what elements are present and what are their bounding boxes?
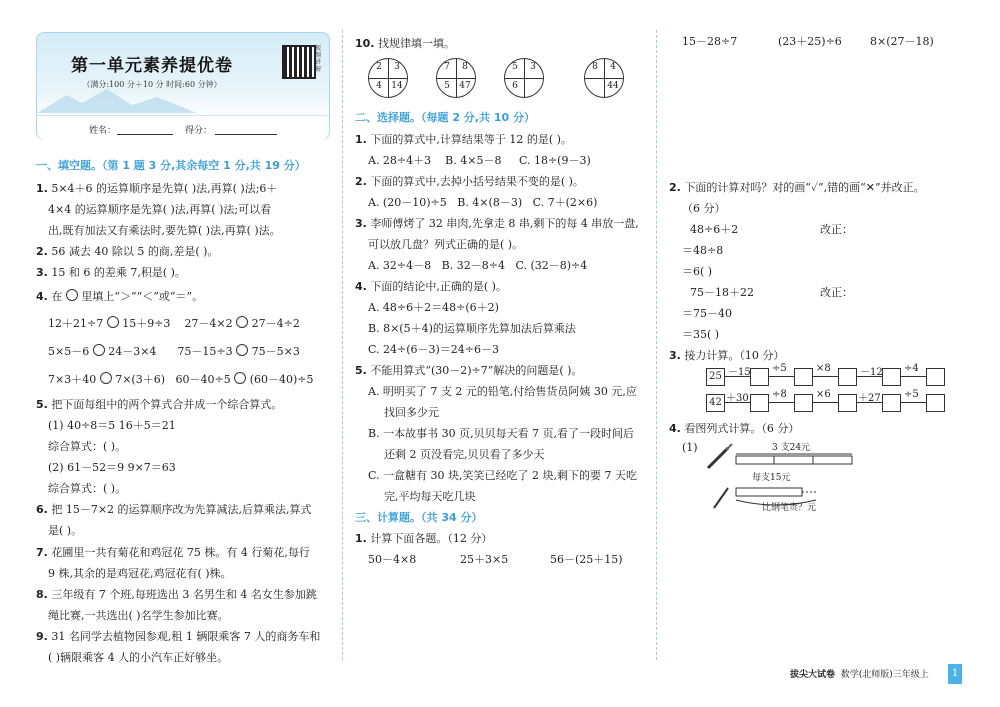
check-calc1-line2: ＝48÷8 [682,244,724,257]
compare-circle[interactable] [93,344,105,356]
compare-circle[interactable] [236,344,248,356]
q4: 4. 在 里填上“＞”“＜”或“＝”。 [36,290,204,303]
header-box [36,32,330,140]
number-wheel[interactable]: 5 3 6 [504,58,544,98]
calc-q1-expr: 56－(25＋15) [550,553,623,566]
number-wheel: 7 8 5 47 [436,58,476,98]
pencil-icon [714,488,728,508]
q4-row2: 5×5－6 24－3×4 75－15÷3 75－5×3 [48,345,300,358]
number-wheel[interactable]: 8 4 44 [584,58,624,98]
calc-q4-sub: (1) [682,441,698,454]
relay-answer-box[interactable] [794,368,813,386]
name-score-bar [37,115,329,140]
mountain-illustration [37,85,197,113]
arrow [813,402,838,403]
qr-code-icon[interactable] [282,45,316,79]
q5-1-answer[interactable]: 综合算式：( )。 [48,440,127,453]
diagram-label-diff: 比钢笔贵？元 [762,503,817,513]
relay-op: ÷5 [904,389,919,400]
arrow [901,376,926,377]
compare-circle[interactable] [100,372,112,384]
choice-q4-a[interactable]: A. 48÷6＋2＝48÷(6＋2) [368,301,499,314]
relay-op: ÷8 [772,389,787,400]
q8-line1: 8. 三年级有 7 个班,每班选出 3 名男生和 4 名女生参加跳 [36,588,317,601]
section-fill-blank-heading: 一、填空题。（第 1 题 3 分,其余每空 1 分,共 19 分） [36,159,306,172]
q3: 3. 15 和 6 的差乘 7,积是( )。 [36,266,186,279]
q8-line2: 绳比赛,一共选出( )名学生参加比赛。 [48,609,229,622]
relay-start-box: 42 [706,394,725,412]
q1-line1: 1. 5×4＋6 的运算顺序是先算( )法,再算( )法;6＋ [36,182,278,195]
choice-q4-c[interactable]: C. 24÷(6－3)＝24÷6－3 [368,343,500,356]
q6-line1: 6. 把 15－7×2 的运算顺序改为先算减法,后算乘法,算式 [36,503,312,516]
choice-q5-c1[interactable]: C. 一盒糖有 30 块,笑笑已经吃了 2 块,剩下的要 7 天吃 [368,469,637,482]
relay-op: －12 [860,367,883,378]
circle-icon [66,289,78,301]
calc-q1: 1. 计算下面各题。（12 分） [355,532,493,545]
check-calc2-line2: ＝75－40 [682,307,732,320]
footer-brand: 拔尖大试卷 [790,670,836,680]
relay-answer-box[interactable] [882,394,901,412]
q9-line2: ( )辆限乘客 4 人的小汽车正好够坐。 [48,651,229,664]
compare-circle[interactable] [236,316,248,328]
relay-op: ÷5 [772,363,787,374]
check-calc2-line3[interactable]: ＝35( ) [682,328,720,341]
choice-q1: 1. 下面的算式中,计算结果等于 12 的是( )。 [355,133,572,146]
relay-answer-box[interactable] [838,368,857,386]
choice-q5: 5. 不能用算式“(30－2)÷7”解决的问题是( )。 [355,364,583,377]
choice-q5-b1[interactable]: B. 一本故事书 30 页,贝贝每天看 7 页,看了一段时间后 [368,427,635,440]
q2: 2. 56 减去 40 除以 5 的商,差是( )。 [36,245,219,258]
check-calc1-line3[interactable]: ＝6( ) [682,265,713,278]
column-divider [342,30,343,660]
q1-line2: 4×4 的运算顺序是先算( )法,再算( )法;可以看 [48,203,272,216]
q5: 5. 把下面每组中的两个算式合并成一个综合算式。 [36,398,283,411]
choice-q5-b2: 还剩 2 页没看完,贝贝看了多少天 [384,448,545,461]
calc-q1-expr: (23＋25)÷6 [778,35,842,48]
q9-line1: 9. 31 名同学去植物园参观,租 1 辆限乘客 7 人的商务车和 [36,630,321,643]
relay-answer-box[interactable] [926,394,945,412]
column-divider [656,30,657,660]
q7-line1: 7. 花圃里一共有菊花和鸡冠花 75 株。有 4 行菊花,每行 [36,546,310,559]
fix-label: 改正： [820,286,853,299]
q4-row3: 7×3＋40 7×(3＋6) 60－40÷5 (60－40)÷5 [48,373,314,386]
arrow [769,402,794,403]
relay-op: －15 [728,367,751,378]
qr-caption: 视频讲解 [315,45,322,73]
compare-circle[interactable] [107,316,119,328]
choice-q4: 4. 下面的结论中,正确的是( )。 [355,280,507,293]
page-title: 第一单元素养提优卷 [71,56,233,76]
relay-answer-box[interactable] [750,368,769,386]
relay-answer-box[interactable] [882,368,901,386]
footer [790,667,929,680]
diagram-label-each: 每支15元 [752,473,791,483]
number-wheel: 2 3 4 14 [368,58,408,98]
diagram-label-total: 3 支24元 [772,443,811,453]
q4-row1: 12＋21÷7 15＋9÷3 27－4×2 27－4÷2 [48,317,300,330]
page-subtitle: （满分:100 分＋10 分 时间:60 分钟） [82,80,222,89]
relay-op: ＋27 [858,393,881,404]
choice-q2: 2. 下面的算式中,去掉小括号结果不变的是( )。 [355,175,584,188]
calc-q1-expr: 15－28÷7 [682,35,738,48]
calc-q2: 2. 下面的计算对吗？对的画“✓”,错的画“✕”并改正。 [669,181,925,194]
choice-q1-options[interactable]: A. 28÷4＋3 B. 4×5－8 C. 18÷(9－3) [368,154,591,167]
score-label: 得分： [185,126,213,136]
calc-q2-points: （6 分） [682,202,726,215]
relay-op: ×8 [816,363,831,374]
choice-q5-c2: 完,平均每天吃几块 [384,490,476,503]
arrow [769,376,794,377]
choice-q2-options[interactable]: A. (20－10)÷5 B. 4×(8－3) C. 7＋(2×6) [368,196,598,209]
choice-q4-b[interactable]: B. 8×(5＋4)的运算顺序先算加法后算乘法 [368,322,576,335]
q5-2: (2) 61－52＝9 9×7＝63 [48,461,176,474]
fix-label: 改正： [820,223,853,236]
q7-line2: 9 株,其余的是鸡冠花,鸡冠花有( )株。 [48,567,232,580]
relay-answer-box[interactable] [794,394,813,412]
name-blank[interactable] [117,134,173,135]
relay-answer-box[interactable] [838,394,857,412]
arrow [813,376,838,377]
score-blank[interactable] [215,134,277,135]
check-calc2-line1: 75－18＋22 [690,286,754,299]
choice-q3-line2: 可以放几盘？列式正确的是( )。 [368,238,524,251]
relay-start-box: 25 [706,368,725,386]
relay-op: ÷4 [904,363,919,374]
footer-subject: 数学(北师版)三年级上 [840,670,929,680]
choice-q3-line1: 3. 李师傅烤了 32 串肉,先拿走 8 串,剩下的每 4 串放一盘, [355,217,639,230]
arrow [901,402,926,403]
calc-q1-expr: 25＋3×5 [460,553,509,566]
calc-q1-expr: 8×(27－18) [870,35,934,48]
choice-q3-options[interactable]: A. 32÷4－8 B. 32－8÷4 C. (32－8)÷4 [368,259,588,272]
calc-q3: 3. 接力计算。（10 分） [669,349,785,362]
compare-circle[interactable] [234,372,246,384]
pen-icon [708,444,732,468]
relay-answer-box[interactable] [926,368,945,386]
calc-q4: 4. 看图列式计算。（6 分） [669,422,800,435]
choice-q5-a1[interactable]: A. 明明买了 7 支 2 元的铅笔,付给售货员阿姨 30 元,应 [368,385,637,398]
calc-q1-expr: 50－4×8 [368,553,417,566]
name-label: 姓名： [89,126,117,136]
relay-op: ＋30 [726,393,749,404]
q5-2-answer[interactable]: 综合算式：( )。 [48,482,127,495]
q5-1: (1) 40÷8＝5 16＋5＝21 [48,419,176,432]
q1-line3: 出,既有加法又有乘法时,要先算( )法,再算( )法。 [48,224,281,237]
section-choice-heading: 二、选择题。（每题 2 分,共 10 分） [355,111,535,124]
q6-line2[interactable]: 是( )。 [48,524,83,537]
page-number: 1 [948,664,962,684]
q10: 10. 找规律填一填。 [355,37,455,50]
section-calc-heading: 三、计算题。（共 34 分） [355,511,483,524]
relay-answer-box[interactable] [750,394,769,412]
relay-op: ×6 [816,389,831,400]
choice-q5-a2: 找回多少元 [384,406,439,419]
check-calc1-line1: 48÷6＋2 [690,223,739,236]
